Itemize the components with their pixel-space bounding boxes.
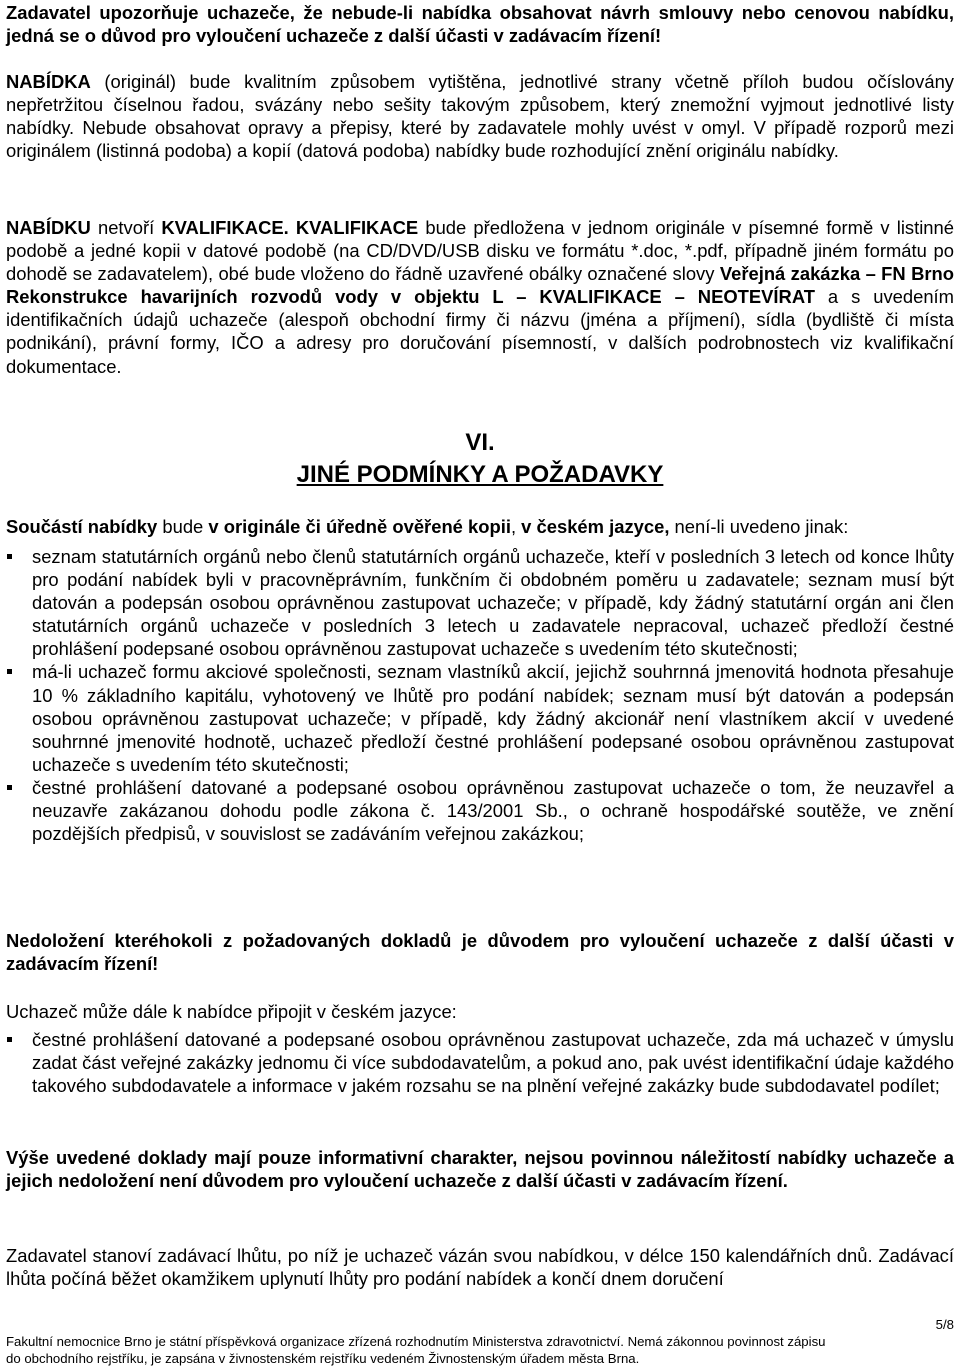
top-warning-text: Zadavatel upozorňuje uchazeče, že nebude-li nabídka obsahovat návrh smlouvy nebo cenovou nabídku, jedná se o důvod pro vyloučení uchazeče z další účasti v zadávacím řízení!	[6, 2, 954, 47]
optional-documents-list	[6, 1028, 954, 1097]
qual-t3: bude předložena v jednom originále v písemné formě v listinné podobě a jedné kopii v datové podobě (na CD/DVD/USB disku ve formátu *.doc, *.pdf, případně jiném formátu po dohodě se zadavatelem), obé bude vloženo do řádně uzavřené obálky označené slovy	[6, 217, 954, 285]
intro-b1: Součástí nabídky	[6, 516, 158, 537]
list-item-text: čestné prohlášení datované a podepsané osobou oprávněnou zastupovat uchazeče, zda má uchazeč v úmyslu zadat část veřejné zakázky jednomu či více subdodavatelům, a pokud ano, pak uvést identifikační údaje každého takového subdodavatele a informace v jakém rozsahu se na plnění veřejné zakázky bude subdodavatel podílet;	[32, 1029, 954, 1097]
qual-b1: NABÍDKU	[6, 217, 91, 238]
section-title-text: JINÉ PODMÍNKY A POŽADAVKY	[296, 461, 664, 488]
informative-note	[6, 1146, 954, 1192]
list-item	[6, 776, 954, 845]
top-warning	[6, 1, 954, 47]
section-number: VI.	[465, 429, 495, 456]
list-item-text: čestné prohlášení datované a podepsané osobou oprávněnou zastupovat uchazeče o tom, že neuzavřel a neuzavře zakázanou dohodu podle zákona č. 143/2001 Sb., o ochraně hospodářské soutěže, ve znění pozdějších předpisů, v souvislost se zadáváním veřejnou zakázkou;	[32, 776, 954, 845]
required-documents-list	[6, 545, 954, 845]
qual-t4: a s uvedením identifikačních údajů uchazeče (alespoň obchodní firmy či názvu (jména a příjmení), sídla (bydliště či místa podnikání), právní formy, IČO a adresy pro doručování písemností, v dalších podrobnostech viz kvalifikační dokumentace.	[6, 286, 954, 377]
required-intro	[6, 515, 954, 538]
offer-lead: NABÍDKA	[6, 71, 91, 92]
qual-b2: KVALIFIKACE.	[161, 217, 289, 238]
footer-line-2: do obchodního rejstříku, je zapsána v živnostenském rejstříku vedeném Živnostenským úřadem města Brna.	[6, 1351, 640, 1366]
intro-t3: není-li uvedeno jinak:	[669, 516, 849, 537]
optional-intro: Uchazeč může dále k nabídce připojit v českém jazyce:	[6, 1001, 457, 1022]
qual-t1: netvoří	[90, 217, 162, 238]
intro-t2: ,	[510, 516, 522, 537]
qual-b4: Veřejná zakázka – FN Brno Rekonstrukce havarijních rozvodů vody v objektu L – KVALIFIKACE – NEOTEVÍRAT	[6, 263, 954, 308]
list-item	[6, 660, 954, 775]
bullet-icon	[7, 669, 12, 674]
page-footer	[6, 1316, 954, 1367]
exclusion-warning	[6, 929, 954, 975]
bullet-icon	[7, 785, 12, 790]
exclusion-warning-text: Nedoložení kteréhokoli z požadovaných dokladů je důvodem pro vyloučení uchazeče z další účasti v zadávacím řízení!	[6, 930, 954, 975]
intro-b2: v originále či úředně ověřené kopii	[208, 516, 511, 537]
qual-t2	[289, 217, 296, 238]
page-number: 5/8	[935, 1317, 954, 1332]
bullet-icon	[7, 1037, 12, 1042]
list-item-text: má-li uchazeč formu akciové společnosti, seznam vlastníků akcií, jejichž souhrnná jmenovitá hodnota přesahuje 10 % základního kapitálu, vyhotovený ve lhůtě pro podání nabídek; seznam musí být datován a podepsán osobou oprávněnou zastupovat uchazeče; v případě, kdy žádný akcionář není vlastníkem akcií v uvedené souhrnné jmenovité hodnotě, uchazeč předloží čestné prohlášení podepsané osobou oprávněnou zastupovat uchazeče s uvedením této skutečnosti;	[32, 661, 954, 775]
intro-t1: bude	[157, 516, 209, 537]
list-item	[6, 1028, 954, 1097]
intro-b3: v českém jazyce,	[521, 516, 670, 537]
offer-text: (originál) bude kvalitním způsobem vytištěna, jednotlivé strany včetně příloh budou očíslovány nepřetržitou číselnou řadou, svázány nebo sešity takovým způsobem, který znemožní vyjmout jednotlivé listy nabídky. Nebude obsahovat opravy a přepisy, které by zadavatele mohly uvést v omyl. V případě rozporů mezi originálem (listinná podoba) a kopií (datová podoba) nabídky bude rozhodující znění originálu nabídky.	[6, 71, 954, 162]
list-item-text: seznam statutárních orgánů nebo členů statutárních orgánů uchazeče, kteří v posledních 3 letech od konce lhůty pro podání nabídek byli v pracovněprávním, funkčním či obdobném poměru u zadavatele; seznam musí být datován a podepsán osobou oprávněnou zastupovat uchazeče; v případě, kdy žádný statutární orgán ani člen statutárních orgánů uchazeče v posledních 3 letech u zadavatele nepracoval, uchazeč předloží čestné prohlášení podepsané osobou oprávněnou zastupovat uchazeče s uvedením této skutečnosti;	[32, 546, 954, 660]
offer-paragraph	[6, 70, 954, 162]
bullet-icon	[7, 554, 12, 559]
qual-b3: KVALIFIKACE	[295, 217, 419, 238]
informative-note-text: Výše uvedené doklady mají pouze informativní charakter, nejsou povinnou náležitostí nabídky uchazeče a jejich nedoložení není důvodem pro vyloučení uchazeče z další účasti v zadávacím řízení.	[6, 1147, 954, 1192]
qualification-paragraph	[6, 216, 954, 378]
footer-line-1: Fakultní nemocnice Brno je státní příspěvková organizace zřízená rozhodnutím Ministerstva zdravotnictví. Nemá zákonnou povinnost zápisu	[6, 1334, 826, 1349]
binding-period-paragraph: Zadavatel stanoví zadávací lhůtu, po níž je uchazeč vázán svou nabídkou, v délce 150 kalendářních dnů. Zadávací lhůta počíná běžet okamžikem uplynutí lhůty pro podání nabídek a končí dnem doručení	[6, 1245, 954, 1290]
section-title	[6, 458, 954, 491]
list-item	[6, 545, 954, 660]
